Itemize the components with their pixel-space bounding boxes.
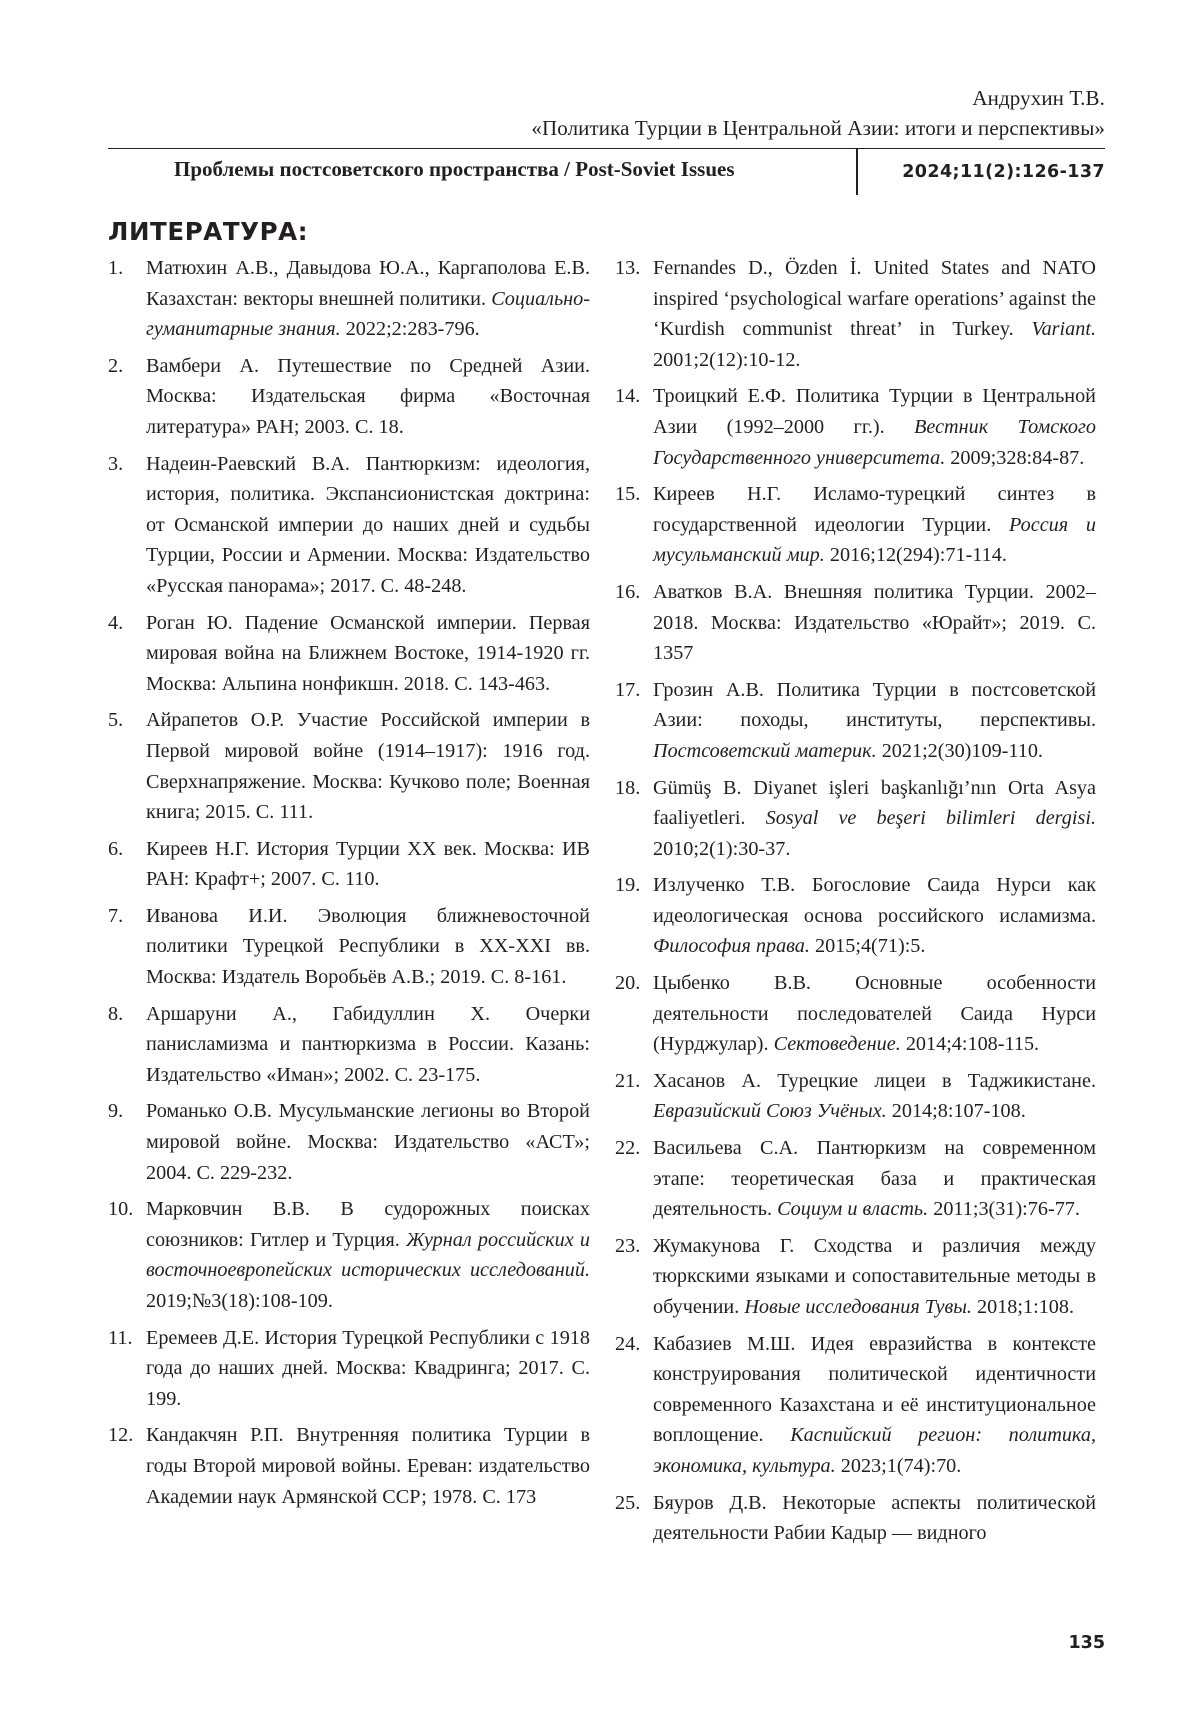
reference-item <box>108 901 590 993</box>
reference-item <box>615 1488 1096 1549</box>
reference-item <box>615 479 1096 571</box>
reference-details: 2018;1:108. <box>971 1296 1075 1318</box>
reference-source: Постсоветский материк. <box>653 739 877 762</box>
reference-item <box>615 577 1096 669</box>
reference-source: Каспийский регион: политика, экономика, культура. <box>653 1424 1096 1477</box>
reference-text: Кабазиев М.Ш. Идея евразийства в контексте конструирования политической идентичности современного Казахстана и её институциональное воплощение. <box>653 1332 1096 1447</box>
reference-number: 8. <box>108 1002 124 1025</box>
reference-text: Троицкий Е.Ф. Политика Турции в Центральной Азии (1992–2000 гг.). <box>653 385 1096 438</box>
reference-item <box>615 381 1096 473</box>
reference-number: 1. <box>108 257 124 279</box>
reference-details: 2023;1(74):70. <box>835 1454 962 1477</box>
reference-source: Социум и власть. <box>777 1198 929 1221</box>
reference-text: Жумакунова Г. Сходства и различия между тюркскими языками и сопоставительные методы в обучении. <box>653 1234 1096 1318</box>
reference-number: 4. <box>108 611 124 634</box>
reference-text: Роган Ю. Падение Османской империи. Первая мировая война на Ближнем Востоке, 1914-1920 гг. Москва: Альпина нонфикшн. 2018. С. 143-463. <box>146 611 590 695</box>
reference-text: Излученко Т.В. Богословие Саида Нурси как идеологическая основа российского исламизма. <box>653 874 1096 927</box>
section-heading: ЛИТЕРАТУРА: <box>108 217 309 246</box>
reference-number: 14. <box>615 385 641 408</box>
reference-text: Вамбери А. Путешествие по Средней Азии. Москва: Издательская фирма «Восточная литература» РАН; 2003. С. 18. <box>146 354 590 438</box>
reference-item <box>108 1323 590 1415</box>
references-right-column <box>615 253 1096 1549</box>
reference-text: Иванова И.И. Эволюция ближневосточной политики Турецкой Республики в XX-XXI вв. Москва: Издатель Воробьёв А.В.; 2019. С. 8-161. <box>146 904 590 989</box>
reference-details: 2019;№3(18):108-109. <box>146 1290 333 1312</box>
journal-title: Проблемы постсоветского пространства / Post-Soviet Issues <box>174 157 735 181</box>
reference-number: 20. <box>615 972 641 995</box>
reference-source: Sosyal ve beşeri bilimleri dergisi. <box>765 807 1096 830</box>
reference-item <box>615 1133 1096 1225</box>
reference-text: Киреев Н.Г. Исламо-турецкий синтез в государственной идеологии Турции. <box>653 483 1096 536</box>
reference-details: 2014;4:108-115. <box>900 1033 1040 1056</box>
reference-number: 9. <box>108 1100 124 1123</box>
reference-text: Хасанов А. Турецкие лицеи в Таджикистане. <box>653 1069 1096 1092</box>
reference-number: 16. <box>615 580 641 603</box>
reference-item <box>108 1194 590 1316</box>
reference-text: Киреев Н.Г. История Турции XX век. Москва: ИВ РАН: Крафт+; 2007. С. 110. <box>146 837 590 891</box>
reference-source: Социально-гуманитарные знания. <box>146 287 590 341</box>
reference-item <box>108 834 590 895</box>
header-rule <box>108 148 1105 149</box>
reference-number: 25. <box>615 1491 641 1514</box>
reference-text: Надеин-Раевский В.А. Пантюркизм: идеология, история, политика. Экспансионистская доктрина: от Османской империи до наших дней и судьбы Турции, России и Армении. Москва: Издательство «Русская панорама»; 2017. С. 48-248. <box>146 452 590 597</box>
references-left-column <box>108 253 590 1512</box>
reference-details: 2021;2(30)109-110. <box>876 739 1043 762</box>
reference-item <box>615 870 1096 962</box>
reference-text: Fernandes D., Özden İ. United States and NATO inspired ‘psychological warfare operations’ against the ‘Kurdish communist threat’ in Turkey. <box>653 257 1096 341</box>
running-head <box>531 83 1105 143</box>
reference-item <box>615 675 1096 767</box>
reference-details: 2009;328:84-87. <box>945 446 1085 469</box>
reference-number: 13. <box>615 257 641 279</box>
reference-text: Еремеев Д.Е. История Турецкой Республики с 1918 года до наших дней. Москва: Квадринга; 2017. С. 199. <box>146 1326 590 1410</box>
reference-number: 17. <box>615 678 641 701</box>
reference-text: Цыбенко В.В. Основные особенности деятельности последователей Саида Нурси (Нурджулар). <box>653 972 1096 1056</box>
reference-item <box>108 705 590 827</box>
reference-number: 3. <box>108 452 124 475</box>
reference-source: Сектоведение. <box>773 1033 901 1056</box>
reference-number: 23. <box>615 1234 641 1257</box>
reference-number: 19. <box>615 874 641 897</box>
reference-number: 15. <box>615 483 641 506</box>
reference-details: 2014;8:107-108. <box>886 1100 1026 1123</box>
reference-item <box>108 1096 590 1188</box>
reference-source: Россия и мусульманский мир. <box>653 513 1096 567</box>
reference-source: Философия права. <box>653 935 810 958</box>
reference-text: Васильева С.А. Пантюркизм на современном этапе: теоретическая база и практическая деятельность. <box>653 1137 1096 1221</box>
reference-text: Грозин А.В. Политика Турции в постсоветской Азии: походы, институты, перспективы. <box>653 678 1096 732</box>
reference-item <box>615 1066 1096 1127</box>
reference-details: 2001;2(12):10-12. <box>653 348 801 371</box>
running-head-author: Андрухин Т.В. <box>972 86 1105 110</box>
reference-item <box>615 253 1096 375</box>
reference-text: Матюхин А.В., Давыдова Ю.А., Каргаполова Е.В. Казахстан: векторы внешней политики. <box>146 257 590 310</box>
reference-details: 2016;12(294):71-114. <box>824 544 1007 567</box>
reference-text: Аватков В.А. Внешняя политика Турции. 2002–2018. Москва: Издательство «Юрайт»; 2019. С. 1357 <box>653 580 1096 665</box>
reference-item <box>108 253 590 345</box>
reference-text: Марковчин В.В. В судорожных поисках союзников: Гитлер и Турция. <box>146 1198 590 1251</box>
issue-reference: 2024;11(2):126-137 <box>902 162 1105 182</box>
reference-details: 2022;2:283-796. <box>340 318 480 341</box>
reference-item <box>615 773 1096 865</box>
reference-source: Variant. <box>1031 318 1096 341</box>
reference-text: Айрапетов О.Р. Участие Российской империи в Первой мировой войне (1914–1917): 1916 год. Сверхнапряжение. Москва: Кучково поле; Военная книга; 2015. С. 111. <box>146 709 590 824</box>
reference-item <box>108 999 590 1091</box>
reference-item <box>615 1329 1096 1482</box>
reference-source: Вестник Томского Государственного университета. <box>653 415 1096 469</box>
reference-number: 5. <box>108 709 124 732</box>
running-head-title: «Политика Турции в Центральной Азии: итоги и перспективы» <box>531 116 1105 140</box>
reference-text: Аршаруни А., Габидуллин Х. Очерки панисламизма и пантюркизма в России. Казань: Издательство «Иман»; 2002. С. 23-175. <box>146 1002 590 1086</box>
reference-source: Журнал российских и восточноевропейских исторических исследований. <box>146 1228 590 1282</box>
reference-number: 21. <box>615 1069 641 1092</box>
reference-item <box>108 351 590 443</box>
reference-item <box>108 608 590 700</box>
header-divider <box>856 149 858 195</box>
reference-text: Gümüş B. Diyanet işleri başkanlığı’nın Orta Asya faaliyetleri. <box>653 776 1096 830</box>
reference-number: 6. <box>108 837 124 860</box>
reference-text: Бяуров Д.В. Некоторые аспекты политической деятельности Рабии Кадыр — видного <box>653 1491 1096 1545</box>
reference-item <box>108 449 590 602</box>
reference-number: 18. <box>615 776 641 799</box>
page-number: 135 <box>1068 1633 1105 1653</box>
reference-number: 2. <box>108 354 124 377</box>
reference-item <box>615 1231 1096 1323</box>
reference-number: 10. <box>108 1198 134 1221</box>
reference-item <box>108 1420 590 1512</box>
reference-number: 24. <box>615 1332 641 1355</box>
reference-item <box>615 968 1096 1060</box>
reference-source: Новые исследования Тувы. <box>744 1296 972 1318</box>
reference-details: 2011;3(31):76-77. <box>928 1198 1080 1221</box>
reference-number: 22. <box>615 1137 641 1160</box>
reference-number: 12. <box>108 1424 134 1447</box>
reference-text: Кандакчян Р.П. Внутренняя политика Турции в годы Второй мировой войны. Ереван: издательство Академии наук Армянской ССР; 1978. С. 173 <box>146 1424 590 1508</box>
reference-details: 2010;2(1):30-37. <box>653 837 791 860</box>
reference-text: Романько О.В. Мусульманские легионы во Второй мировой войне. Москва: Издательство «АСТ»; 2004. С. 229-232. <box>146 1100 590 1184</box>
reference-details: 2015;4(71):5. <box>809 935 926 958</box>
reference-number: 11. <box>108 1326 133 1349</box>
reference-source: Евразийский Союз Учёных. <box>653 1100 887 1123</box>
reference-number: 7. <box>108 904 124 927</box>
